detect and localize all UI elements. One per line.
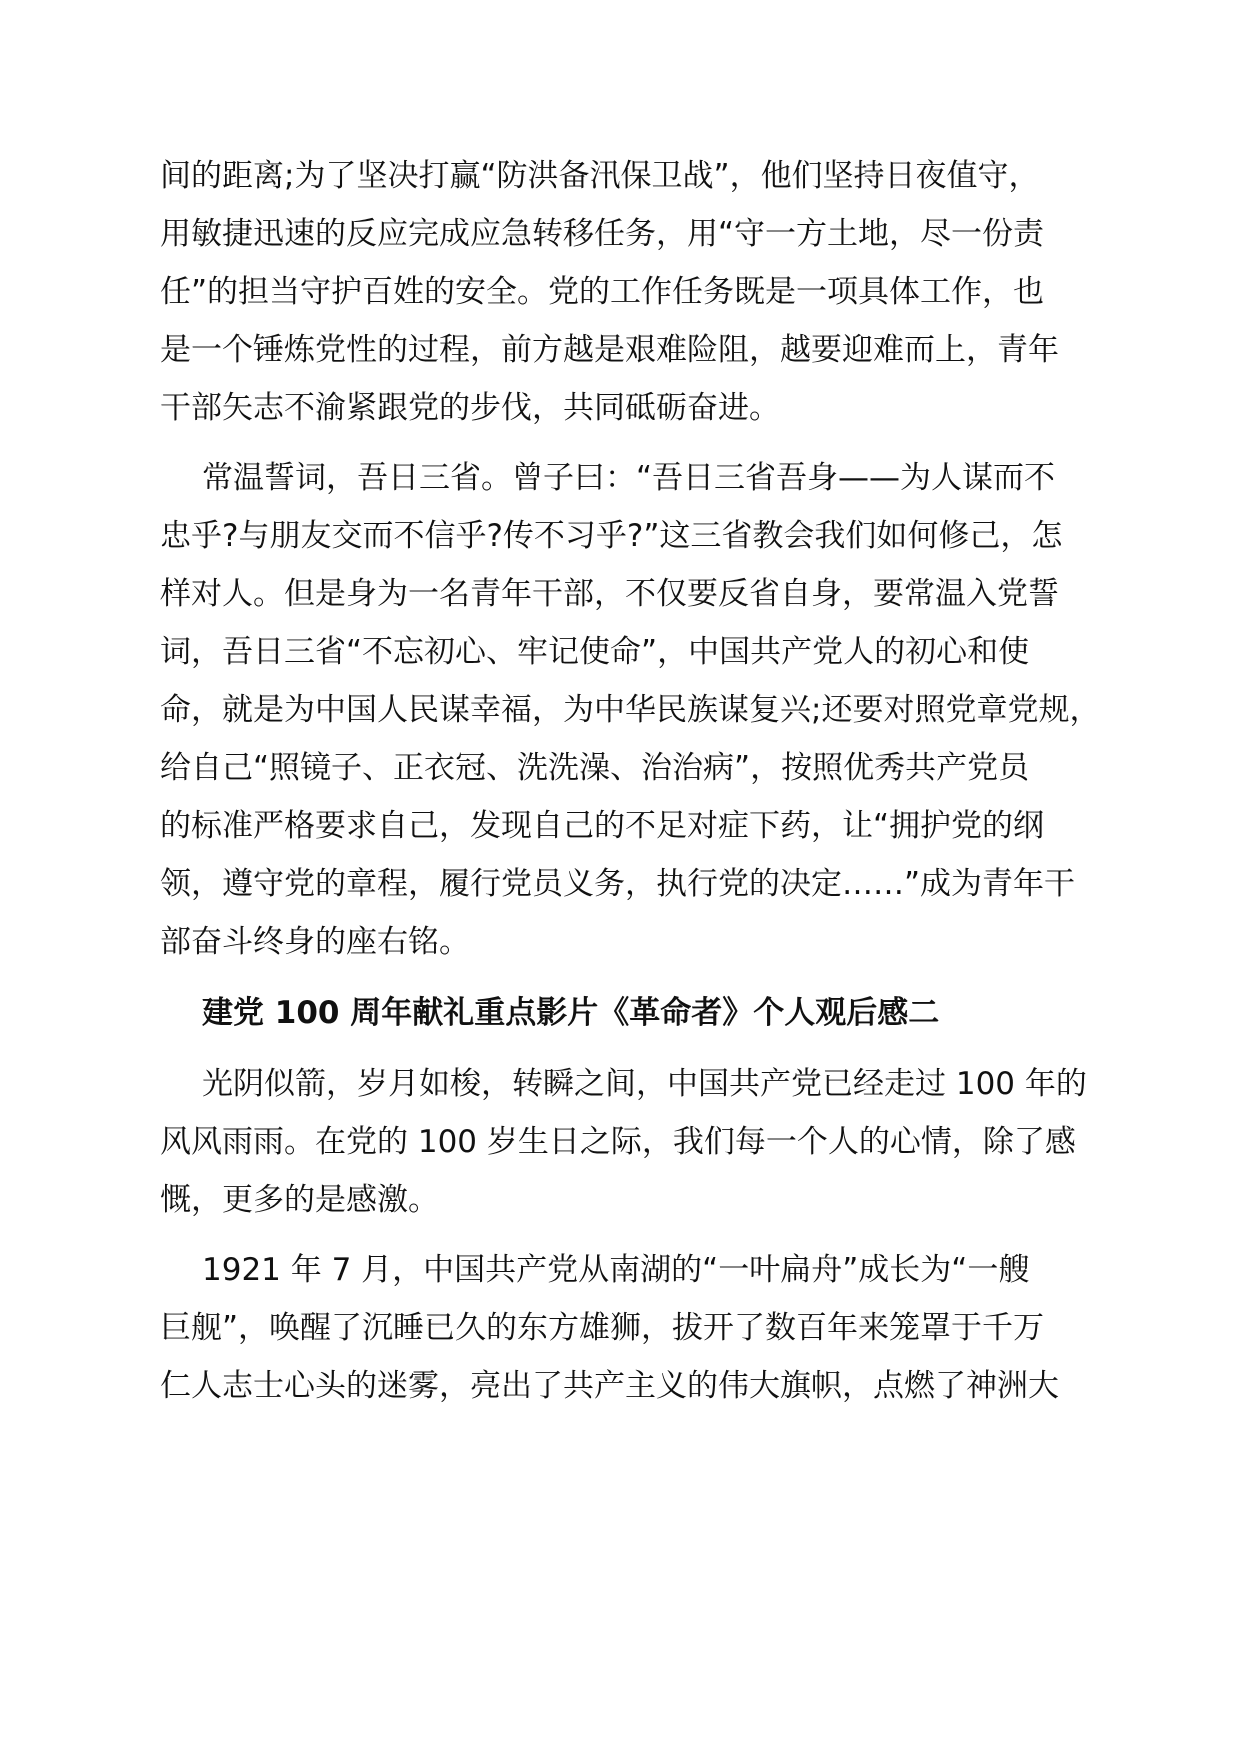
paragraph-2-line-5: 命，就是为中国人民谋幸福，为中华民族谋复兴;还要对照党章党规， [160, 692, 1101, 728]
paragraph-2-line-6: 给自己“照镜子、正衣冠、洗洗澡、治治病”，按照优秀共产党员 [160, 750, 1030, 786]
paragraph-1-line-2: 用敏捷迅速的反应完成应急转移任务，用“守一方土地，尽一份责 [160, 216, 1045, 252]
paragraph-2-line-7: 的标准严格要求自己，发现自己的不足对症下药，让“拥护党的纲 [160, 808, 1045, 844]
paragraph-2-line-4: 词，吾日三省“不忘初心、牢记使命”，中国共产党人的初心和使 [160, 634, 1030, 670]
paragraph-2-line-1: 常温誓词，吾日三省。曾子曰：“吾日三省吾身——为人谋而不 [202, 460, 1056, 496]
paragraph-3-line-2: 风风雨雨。在党的 100 岁生日之际，我们每一个人的心情，除了感 [160, 1124, 1076, 1160]
paragraph-1-line-4: 是一个锤炼党性的过程，前方越是艰难险阻，越要迎难而上，青年 [160, 332, 1059, 368]
paragraph-1-line-5: 干部矢志不渝紧跟党的步伐，共同砥砺奋进。 [160, 390, 780, 426]
paragraph-2-line-8: 领，遵守党的章程，履行党员义务，执行党的决定……”成为青年干 [160, 866, 1076, 902]
paragraph-4-line-2: 巨舰”，唤醒了沉睡已久的东方雄狮，拔开了数百年来笼罩于千万 [160, 1310, 1045, 1346]
paragraph-1-line-1: 间的距离;为了坚决打赢“防洪备汛保卫战”，他们坚持日夜值守， [160, 158, 1040, 194]
paragraph-4-line-1: 1921 年 7 月，中国共产党从南湖的“一叶扁舟”成长为“一艘 [202, 1252, 1030, 1288]
paragraph-3-line-3: 慨，更多的是感激。 [160, 1182, 439, 1218]
paragraph-1-line-3: 任”的担当守护百姓的安全。党的工作任务既是一项具体工作，也 [160, 274, 1045, 310]
paragraph-2-line-9: 部奋斗终身的座右铭。 [160, 924, 470, 960]
paragraph-4-line-3: 仁人志士心头的迷雾，亮出了共产主义的伟大旗帜，点燃了神洲大 [160, 1368, 1059, 1404]
section-heading: 建党 100 周年献礼重点影片《革命者》个人观后感二 [202, 995, 940, 1031]
paragraph-3-line-1: 光阴似箭，岁月如梭，转瞬之间，中国共产党已经走过 100 年的 [202, 1066, 1087, 1102]
paragraph-2-line-3: 样对人。但是身为一名青年干部，不仅要反省自身，要常温入党誓 [160, 576, 1059, 612]
paragraph-2-line-2: 忠乎?与朋友交而不信乎?传不习乎?”这三省教会我们如何修己，怎 [160, 518, 1063, 554]
